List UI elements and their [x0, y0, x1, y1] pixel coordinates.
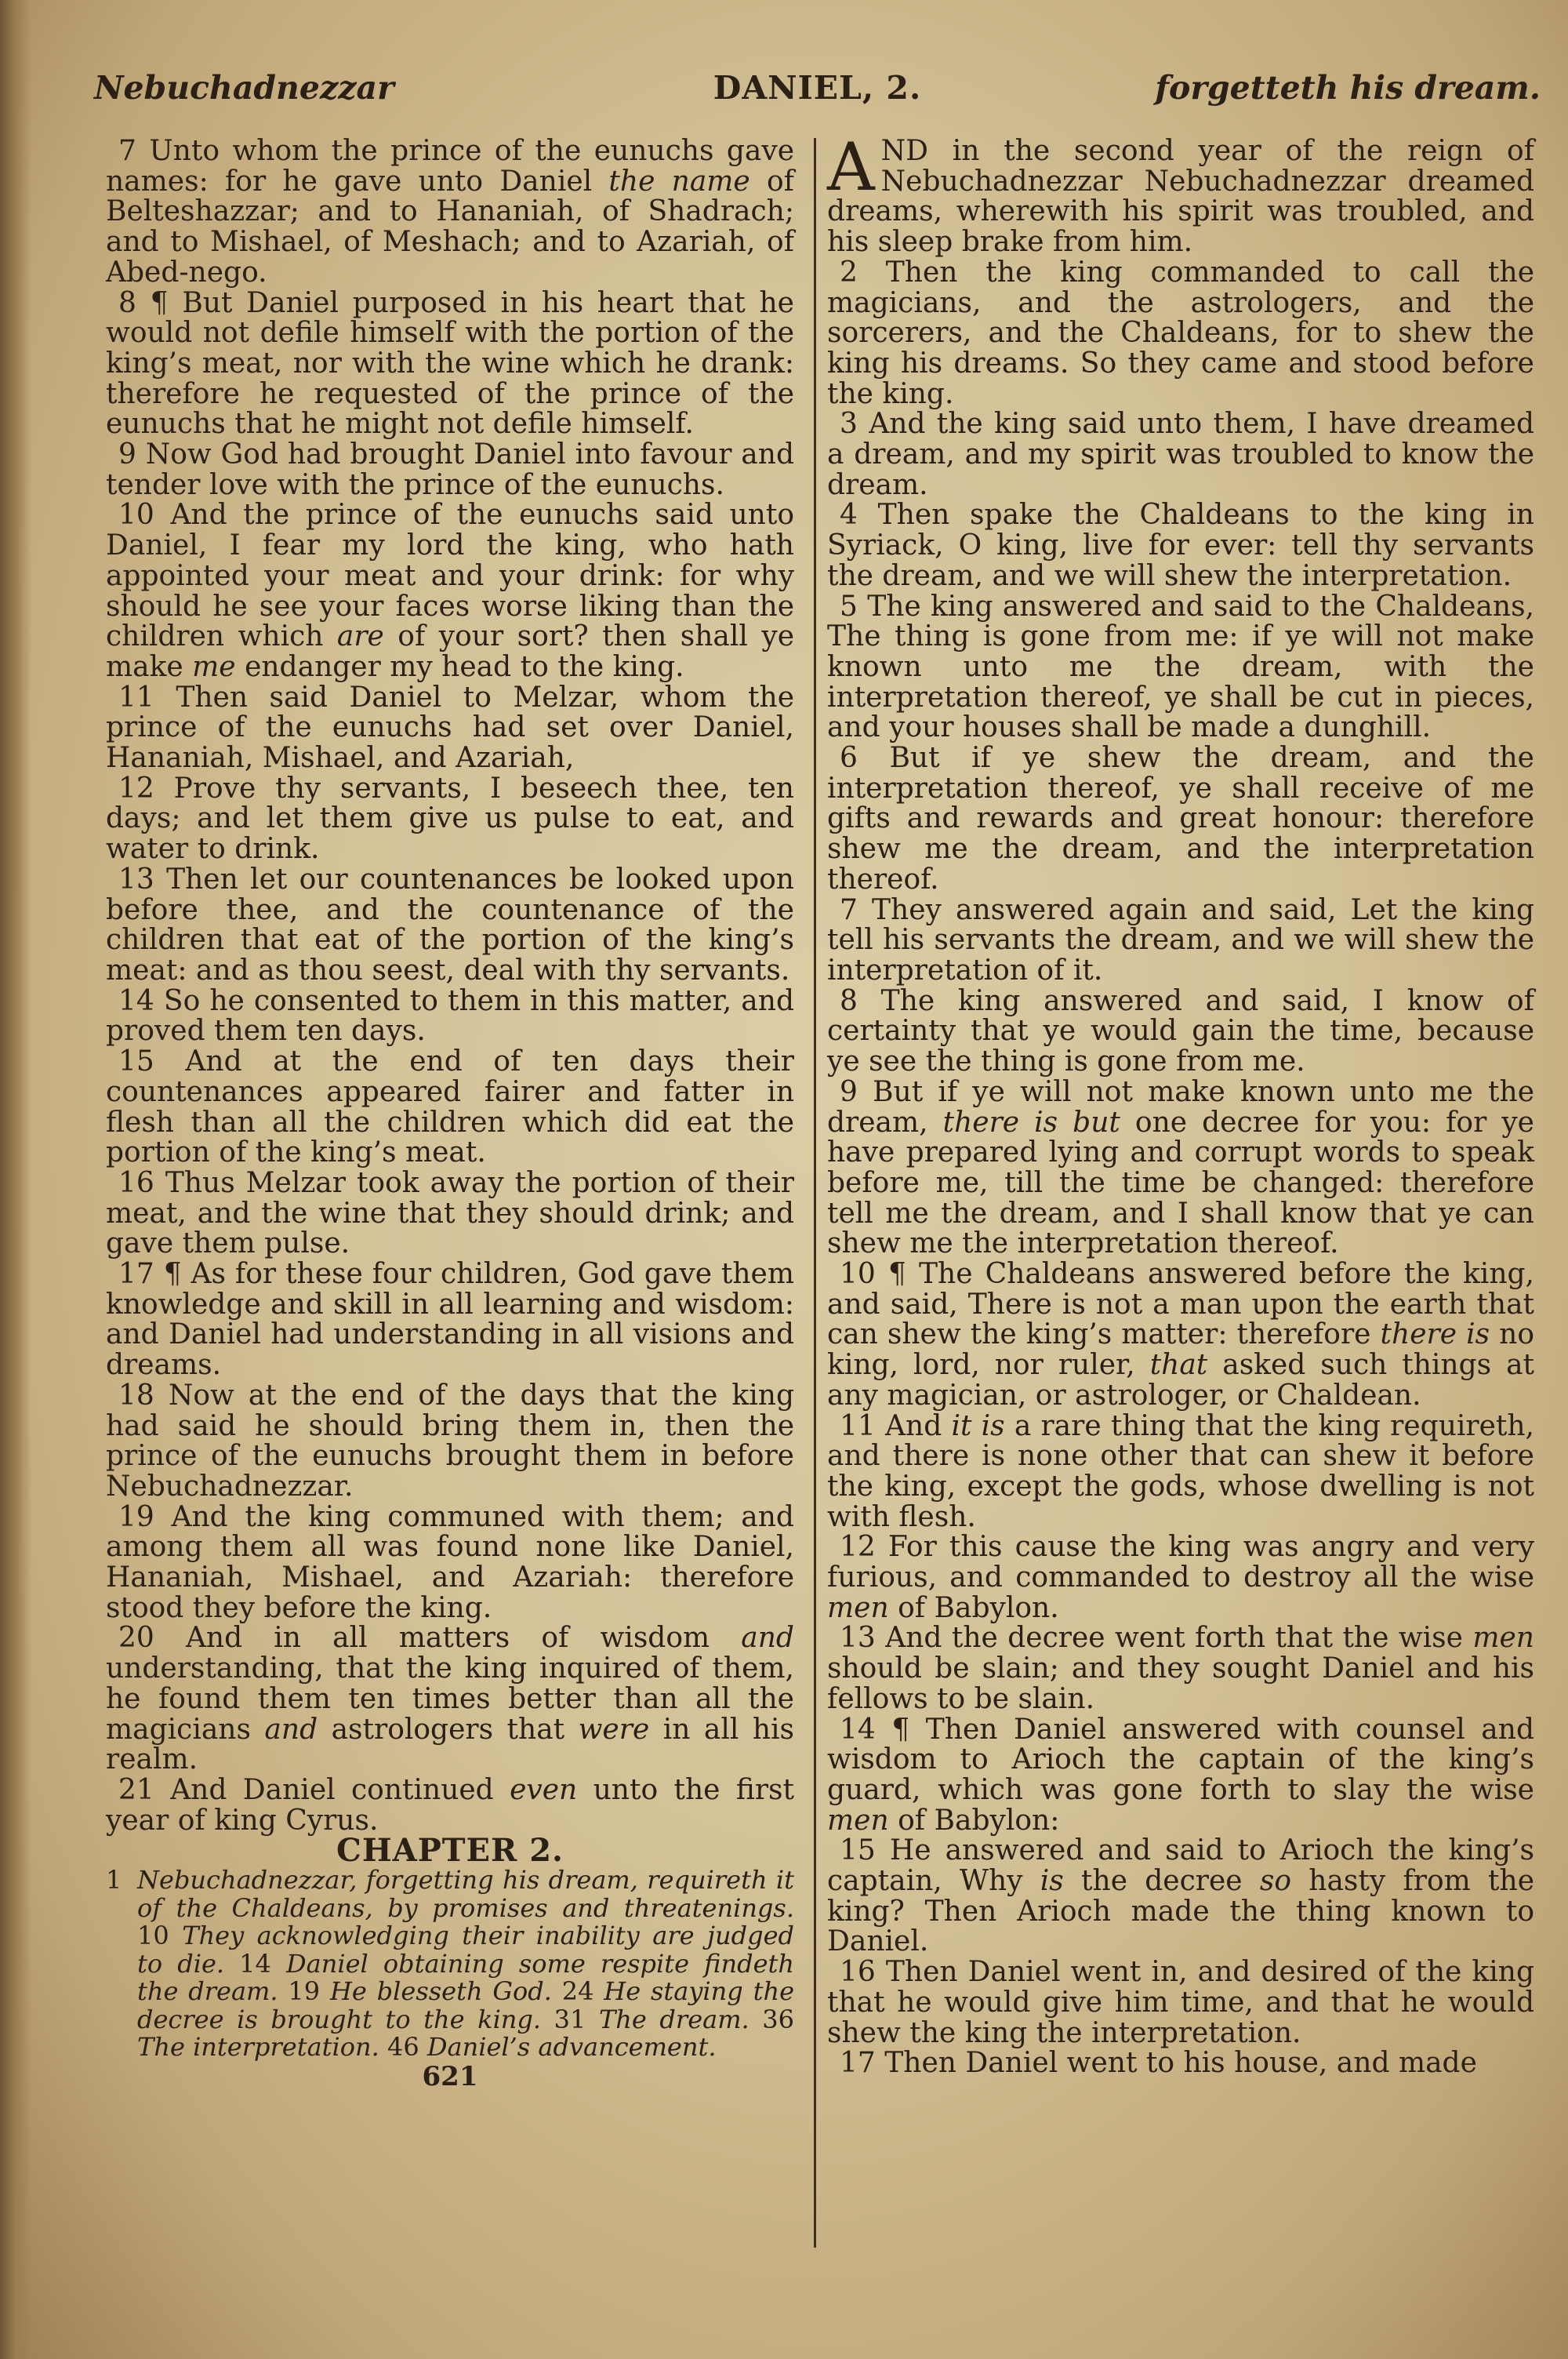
verse-text: asked such things at any magician, or astrologer, or Chaldean. — [827, 1349, 1535, 1412]
verse-text: But if ye shew the dream, and the interpretation thereof, ye shall receive of me gifts and rewards and great honour: therefore shew me the dream, and the interpretation thereof. — [827, 742, 1534, 896]
left-column — [106, 136, 794, 2092]
verse — [827, 1259, 1534, 1412]
verse-text: And the king communed with them; and among them all was found none like Daniel, Hananiah, Mishael, and Azariah: therefore stood they before the king. — [106, 1500, 794, 1624]
verse-number: 19 — [118, 1500, 154, 1533]
italic-text: men — [1472, 1622, 1534, 1655]
verse — [827, 893, 1534, 987]
italic-text: there is but — [942, 1106, 1120, 1139]
italic-text: the name — [608, 165, 750, 198]
verse-text: Unto whom the prince of the eunuchs gave names: for he gave unto Daniel — [106, 135, 794, 198]
verse-number: 6 — [840, 742, 858, 775]
verse-text: no king, lord, nor ruler, — [827, 1318, 1534, 1382]
verse-number: 21 — [118, 1773, 154, 1806]
verse-text: Thus Melzar took away the portion of their meat, and the wine that they should drink; and gave them pulse. — [106, 1166, 795, 1260]
verse-text: the decree — [1063, 1865, 1260, 1898]
opening-small-caps: ND — [880, 135, 929, 167]
verse — [106, 774, 794, 865]
column-divider — [814, 138, 816, 2248]
verse — [827, 500, 1534, 591]
verse-text: And the decree went forth that the wise — [885, 1622, 1473, 1655]
verse — [106, 500, 794, 682]
verse — [827, 1075, 1534, 1260]
verse-number: 17 — [840, 2047, 876, 2080]
verse-text: And Daniel continued — [170, 1773, 510, 1806]
verse-number: 3 — [840, 408, 858, 441]
verse — [106, 136, 794, 289]
header-left: Nebuchadnezzar — [94, 69, 394, 107]
verse-number: 11 — [118, 681, 154, 714]
verse-number: 14 ¶ — [840, 1713, 910, 1746]
verse-text: They answered again and said, Let the king tell his servants the dream, and we will shew the interpretation of it. — [827, 893, 1534, 987]
verse-number: 12 — [118, 772, 154, 805]
italic-text: so — [1259, 1865, 1291, 1898]
italic-text: is — [1040, 1865, 1064, 1898]
verse-text: Then Daniel answered with counsel and wisdom to Arioch the captain of the king’s guard, which was gone forth to slay the wise — [827, 1713, 1534, 1806]
verse — [827, 743, 1534, 896]
header-book-chapter: DANIEL, 2. — [713, 69, 922, 107]
page-number: 621 — [422, 2060, 478, 2092]
verse-number: 15 — [840, 1834, 876, 1867]
verse-text: a rare thing that the king requireth, and there is none other that can shew it before the king, except the gods, whose dwelling is not with flesh. — [827, 1409, 1534, 1533]
verse-text: Then said Daniel to Melzar, whom the prince of the eunuchs had set over Daniel, Hananiah, Mishael, and Azariah, — [106, 681, 794, 775]
verse — [106, 1500, 794, 1624]
verse-number: 5 — [840, 590, 858, 623]
verse — [106, 683, 794, 774]
summary-verse-number: 1 — [106, 1865, 122, 1896]
verse-number: 16 — [118, 1166, 154, 1199]
italic-text: Daniel obtaining some respite findeth the dream. — [137, 1948, 795, 2007]
verse-text: should be slain; and they sought Daniel and his fellows to be slain. — [827, 1652, 1534, 1715]
verse-text: 19 — [278, 1976, 330, 2007]
italic-text: The interpretation. — [137, 2032, 379, 2063]
verse-text: 10 — [137, 1921, 183, 1951]
verse — [106, 1047, 794, 1169]
verse — [827, 1715, 1534, 1837]
verse — [106, 1259, 794, 1381]
italic-text: and — [264, 1713, 318, 1746]
verse-text: And — [885, 1409, 952, 1442]
verse-number: 17 ¶ — [118, 1258, 182, 1291]
verse-text: unto the first year of king Cyrus. — [106, 1773, 794, 1837]
verse-number: 16 — [840, 1956, 876, 1989]
verse-text: Now at the end of the days that the king had said he should bring them in, then the prince of the eunuchs brought them in before Nebuchadnezzar. — [106, 1379, 794, 1503]
italic-text: me — [192, 650, 236, 683]
verse-text: in all his realm. — [106, 1713, 794, 1776]
verse-text: understanding, that the king inquired of them, he found them ten times better than all the magicians — [106, 1652, 794, 1746]
verse-text: The king answered and said, I know of certainty that ye would gain the time, because ye see the thing is gone from me. — [827, 984, 1534, 1078]
verse-number: 8 ¶ — [118, 286, 169, 319]
verse-number: 20 — [118, 1622, 154, 1655]
verse — [106, 865, 794, 987]
italic-text: Daniel’s advancement. — [426, 2032, 717, 2063]
italic-text: men — [827, 1804, 889, 1837]
verse-text: Then spake the Chaldeans to the king in Syriack, O king, live for ever: tell thy servants the dream, and we will shew the interpretation. — [827, 499, 1534, 592]
verse-text: The Chaldeans answered before the king, and said, There is not a man upon the earth that can shew the king’s matter: therefore — [827, 1258, 1534, 1351]
verse-text: Now God had brought Daniel into favour and tender love with the prince of the eunuchs. — [106, 438, 794, 501]
verse — [106, 286, 794, 441]
verse-text: As for these four children, God gave them knowledge and skill in all learning and wisdom: and Daniel had understanding in all visions and dreams. — [106, 1258, 794, 1382]
italic-text: were — [578, 1713, 650, 1746]
verse-number: 2 — [840, 256, 858, 289]
verse — [827, 984, 1534, 1078]
verse-number: 13 — [840, 1622, 876, 1655]
verse-number: 10 — [118, 499, 154, 532]
verse-number: 12 — [840, 1531, 876, 1564]
verse-text: of Babylon: — [888, 1804, 1060, 1837]
running-header — [94, 69, 1541, 116]
italic-text: that — [1149, 1349, 1208, 1382]
verse-text: Prove thy servants, I beseech thee, ten days; and let them give us pulse to eat, and water to drink. — [106, 772, 794, 866]
verse-text: And in all matters of wisdom — [185, 1622, 742, 1655]
book-binding-edge — [0, 0, 31, 2359]
verse-text: of Belteshazzar; and to Hananiah, of Shadrach; and to Mishael, of Meshach; and to Azariah, of Abed-nego. — [106, 165, 794, 289]
verse — [827, 1623, 1534, 1714]
verse-number: 10 ¶ — [840, 1258, 906, 1291]
verse-number: 15 — [118, 1045, 154, 1078]
verse-text: one decree for you: for ye have prepared lying and corrupt words to speak before me, till the time be changed: therefore tell me the dream, and I shall know that ye can shew me the interpretation thereof. — [827, 1106, 1534, 1260]
verse-number: 18 — [118, 1379, 154, 1412]
verse — [106, 1773, 794, 1837]
verse-number: 14 — [118, 984, 154, 1017]
verse-text: Then the king commanded to call the magicians, and the astrologers, and the sorcerers, and the Chaldeans, for to shew the king his dreams. So they came and stood before the king. — [827, 256, 1534, 410]
verse — [827, 1532, 1534, 1623]
verse — [827, 1409, 1534, 1533]
italic-text: are — [336, 620, 384, 653]
verse — [827, 1957, 1534, 2048]
chapter-opening-verse — [827, 129, 1534, 259]
verse-number: 11 — [840, 1409, 876, 1442]
verse-number: 7 — [118, 135, 136, 167]
italic-text: even — [510, 1773, 578, 1806]
drop-cap: A — [827, 129, 875, 205]
verse-text: of your sort? then shall ye make — [106, 620, 794, 683]
verse-text: Then Daniel went to his house, and made — [884, 2047, 1477, 2080]
verse-text: So he consented to them in this matter, and proved them ten days. — [106, 984, 794, 1048]
italic-text: and — [741, 1622, 794, 1655]
italic-text: there is — [1380, 1318, 1490, 1351]
verse-number: 8 — [840, 984, 858, 1017]
verse-text: And the king said unto them, I have dreamed a dream, and my spirit was troubled to know the dream. — [827, 408, 1534, 501]
verse-text: Then Daniel went in, and desired of the king that he would give him time, and that he would shew the king the interpretation. — [827, 1956, 1534, 2049]
verse-text: But Daniel purposed in his heart that he would not defile himself with the portion of the king’s meat, nor with the wine which he drank: therefore he requested of the prince of the eunuchs that he might not defile himself. — [106, 286, 794, 441]
verse — [827, 409, 1534, 500]
verse — [106, 1166, 795, 1260]
verse — [106, 1623, 794, 1776]
verse-text: of Babylon. — [888, 1591, 1059, 1624]
verse-text: And the prince of the eunuchs said unto Daniel, I fear my lord the king, who hath appointed your meat and your drink: for why should he see your faces worse liking than the children which — [106, 499, 794, 653]
italic-text: They acknowledging their inability are judged to die. — [137, 1921, 795, 1979]
opening-text: in the second year of the reign of Nebuchadnezzar Nebuchadnezzar dreamed dreams, wherewith his spirit was troubled, and his sleep brake from him. — [827, 135, 1534, 259]
verse-text: endanger my head to the king. — [235, 650, 684, 683]
verse-number: 4 — [840, 499, 858, 532]
verse — [827, 258, 1534, 410]
verse-text: 31 — [541, 2004, 599, 2034]
verse-text: 46 — [379, 2032, 427, 2063]
verse — [106, 984, 794, 1048]
verse — [827, 1836, 1534, 1957]
italic-text: men — [827, 1591, 889, 1624]
verse — [827, 592, 1534, 744]
verse-text: Then let our countenances be looked upon before thee, and the countenance of the children that eat of the portion of the king’s meat: and as thou seest, deal with thy servants. — [106, 863, 794, 987]
verse-text: astrologers that — [318, 1713, 579, 1746]
italic-text: He blesseth God. — [329, 1976, 552, 2007]
right-column — [827, 129, 1535, 2080]
verse — [106, 1381, 794, 1503]
verse-text: The king answered and said to the Chaldeans, The thing is gone from me: if ye will not make known unto me the dream, with the interpretation thereof, ye shall be cut in pieces, and your houses shall be made a dunghill. — [827, 590, 1534, 744]
verse-number: 9 — [840, 1075, 858, 1108]
chapter-summary — [106, 1866, 794, 2062]
verse-text: For this cause the king was angry and very furious, and commanded to destroy all the wise — [827, 1531, 1534, 1594]
verse-text: And at the end of ten days their countenances appeared fairer and fatter in flesh than all the children which did eat the portion of the king’s meat. — [106, 1045, 794, 1169]
verse — [106, 440, 794, 500]
chapter-heading: CHAPTER 2. — [336, 1832, 564, 1870]
verse-number: 7 — [840, 893, 858, 926]
verse-text: But if ye will not make known unto me the dream, — [827, 1075, 1534, 1139]
verse-text: hasty from the king? Then Arioch made the thing known to Daniel. — [827, 1865, 1534, 1958]
italic-text: He staying the decree is brought to the king. — [137, 1976, 794, 2034]
verse — [827, 2048, 1534, 2079]
italic-text: Nebuchadnezzar, forgetting his dream, requireth it of the Chaldeans, by promises and threatenings. — [137, 1865, 794, 1923]
verse-text: 14 — [224, 1948, 286, 1979]
verse-number: 13 — [118, 863, 154, 896]
verse-text: 24 — [551, 1976, 604, 2007]
italic-text: The dream. — [598, 2004, 750, 2034]
italic-text: it is — [951, 1409, 1005, 1442]
verse-text: 36 — [749, 2004, 795, 2034]
verse-text: He answered and said to Arioch the king’s captain, Why — [827, 1834, 1534, 1898]
header-right: forgetteth his dream. — [1155, 69, 1541, 107]
verse-number: 9 — [118, 438, 136, 471]
